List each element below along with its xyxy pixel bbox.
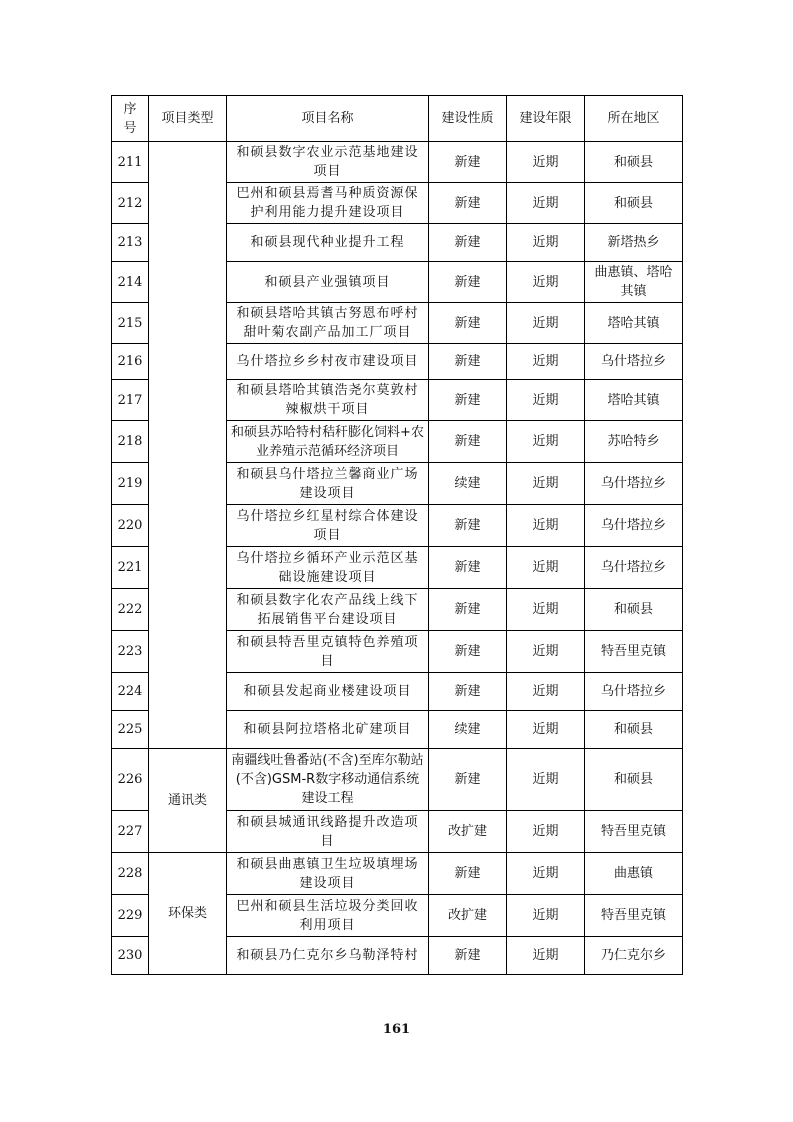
build-period: 近期: [507, 547, 585, 589]
build-nature: 改扩建: [429, 811, 507, 853]
location: 塔哈其镇: [585, 303, 683, 344]
row-number: 214: [112, 262, 149, 303]
row-number: 229: [112, 895, 149, 937]
build-period: 近期: [507, 303, 585, 344]
project-name: 南疆线吐鲁番站(不含)至库尔勒站(不含)GSM-R数字移动通信系统建设工程: [227, 749, 429, 811]
row-number: 220: [112, 505, 149, 547]
header-location: 所在地区: [585, 96, 683, 142]
project-name: 和硕县数字农业示范基地建设项目: [227, 142, 429, 183]
project-name: 乌什塔拉乡红星村综合体建设项目: [227, 505, 429, 547]
build-nature: 新建: [429, 631, 507, 673]
build-nature: 新建: [429, 853, 507, 895]
project-name: 和硕县城通讯线路提升改造项目: [227, 811, 429, 853]
location: 曲惠镇: [585, 853, 683, 895]
build-nature: 新建: [429, 937, 507, 975]
location: 新塔热乡: [585, 224, 683, 262]
type-cell-empty: [149, 142, 227, 749]
build-nature: 新建: [429, 262, 507, 303]
header-seq: 序 号: [112, 96, 149, 142]
build-nature: 新建: [429, 749, 507, 811]
row-number: 226: [112, 749, 149, 811]
project-name: 和硕县产业强镇项目: [227, 262, 429, 303]
build-period: 近期: [507, 380, 585, 421]
build-period: 近期: [507, 142, 585, 183]
location: 特吾里克镇: [585, 631, 683, 673]
build-period: 近期: [507, 853, 585, 895]
project-name: 乌什塔拉乡循环产业示范区基础设施建设项目: [227, 547, 429, 589]
build-nature: 新建: [429, 224, 507, 262]
location: 乌什塔拉乡: [585, 344, 683, 380]
table-row: [112, 853, 683, 895]
row-number: 213: [112, 224, 149, 262]
type-cell-telecom: 通讯类: [149, 749, 227, 853]
build-nature: 续建: [429, 711, 507, 749]
build-nature: 新建: [429, 183, 507, 224]
build-period: 近期: [507, 262, 585, 303]
row-number: 225: [112, 711, 149, 749]
build-period: 近期: [507, 344, 585, 380]
location: 苏哈特乡: [585, 421, 683, 463]
row-number: 215: [112, 303, 149, 344]
table-row: [112, 142, 683, 183]
build-nature: 新建: [429, 505, 507, 547]
location: 和硕县: [585, 142, 683, 183]
row-number: 221: [112, 547, 149, 589]
row-number: 217: [112, 380, 149, 421]
build-period: 近期: [507, 937, 585, 975]
build-period: 近期: [507, 673, 585, 711]
header-name: 项目名称: [227, 96, 429, 142]
header-period: 建设年限: [507, 96, 585, 142]
build-period: 近期: [507, 505, 585, 547]
location: 特吾里克镇: [585, 895, 683, 937]
build-period: 近期: [507, 749, 585, 811]
row-number: 228: [112, 853, 149, 895]
type-cell-environment: 环保类: [149, 853, 227, 975]
header-type: 项目类型: [149, 96, 227, 142]
project-name: 乌什塔拉乡乡村夜市建设项目: [227, 344, 429, 380]
location: 乌什塔拉乡: [585, 673, 683, 711]
page-number: 161: [382, 1022, 411, 1037]
row-number: 224: [112, 673, 149, 711]
row-number: 212: [112, 183, 149, 224]
build-nature: 改扩建: [429, 895, 507, 937]
build-period: 近期: [507, 224, 585, 262]
location: 乌什塔拉乡: [585, 505, 683, 547]
location: 和硕县: [585, 749, 683, 811]
build-period: 近期: [507, 589, 585, 631]
project-name: 和硕县发起商业楼建设项目: [227, 673, 429, 711]
project-name: 和硕县特吾里克镇特色养殖项目: [227, 631, 429, 673]
build-nature: 续建: [429, 463, 507, 505]
project-name: 和硕县乌什塔拉兰馨商业广场建设项目: [227, 463, 429, 505]
project-name: 和硕县阿拉塔格北矿建项目: [227, 711, 429, 749]
build-nature: 新建: [429, 303, 507, 344]
build-period: 近期: [507, 711, 585, 749]
table-header-row: [112, 96, 683, 142]
build-nature: 新建: [429, 547, 507, 589]
row-number: 222: [112, 589, 149, 631]
row-number: 219: [112, 463, 149, 505]
build-nature: 新建: [429, 421, 507, 463]
build-period: 近期: [507, 811, 585, 853]
build-nature: 新建: [429, 142, 507, 183]
project-name: 和硕县塔哈其镇浩尧尔莫敦村辣椒烘干项目: [227, 380, 429, 421]
project-name: 和硕县数字化农产品线上线下拓展销售平台建设项目: [227, 589, 429, 631]
build-period: 近期: [507, 183, 585, 224]
project-name: 和硕县现代种业提升工程: [227, 224, 429, 262]
build-period: 近期: [507, 421, 585, 463]
location: 和硕县: [585, 183, 683, 224]
location: 和硕县: [585, 589, 683, 631]
row-number: 223: [112, 631, 149, 673]
project-name: 和硕县乃仁克尔乡乌勒泽特村: [227, 937, 429, 975]
project-name: 和硕县塔哈其镇古努恩布呼村甜叶菊农副产品加工厂项目: [227, 303, 429, 344]
project-name: 巴州和硕县生活垃圾分类回收利用项目: [227, 895, 429, 937]
row-number: 218: [112, 421, 149, 463]
location: 塔哈其镇: [585, 380, 683, 421]
location: 乌什塔拉乡: [585, 463, 683, 505]
row-number: 211: [112, 142, 149, 183]
project-table: [111, 95, 683, 975]
build-nature: 新建: [429, 380, 507, 421]
build-period: 近期: [507, 463, 585, 505]
location: 乌什塔拉乡: [585, 547, 683, 589]
location: 曲惠镇、塔哈其镇: [585, 262, 683, 303]
table-row: [112, 749, 683, 811]
location: 乃仁克尔乡: [585, 937, 683, 975]
build-period: 近期: [507, 895, 585, 937]
location: 和硕县: [585, 711, 683, 749]
header-nature: 建设性质: [429, 96, 507, 142]
row-number: 230: [112, 937, 149, 975]
build-period: 近期: [507, 631, 585, 673]
project-name: 和硕县曲惠镇卫生垃圾填埋场建设项目: [227, 853, 429, 895]
row-number: 216: [112, 344, 149, 380]
project-name: 和硕县苏哈特村秸秆膨化饲料+农业养殖示范循环经济项目: [227, 421, 429, 463]
row-number: 227: [112, 811, 149, 853]
build-nature: 新建: [429, 589, 507, 631]
build-nature: 新建: [429, 673, 507, 711]
location: 特吾里克镇: [585, 811, 683, 853]
project-name: 巴州和硕县焉耆马种质资源保护利用能力提升建设项目: [227, 183, 429, 224]
build-nature: 新建: [429, 344, 507, 380]
